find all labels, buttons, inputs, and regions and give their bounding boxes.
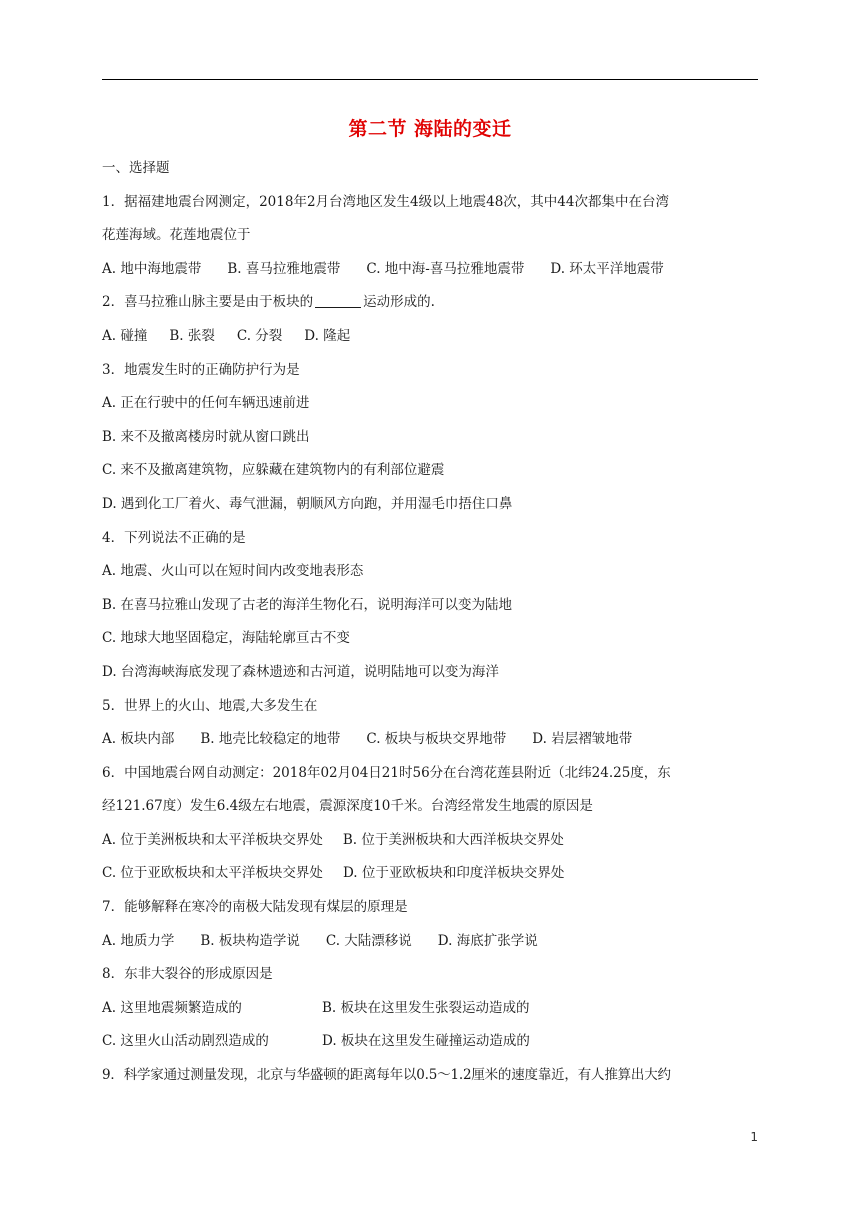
question-1-line-2: 花莲海域。花莲地震位于 bbox=[102, 227, 251, 244]
option-c: C. 地中海-喜马拉雅地震带 bbox=[366, 260, 525, 277]
option-d: D. 位于亚欧板块和印度洋板块交界处 bbox=[342, 865, 565, 882]
option-c: C. 大陆漂移说 bbox=[325, 932, 412, 949]
option-b: B. 来不及撤离楼房时就从窗口跳出 bbox=[102, 428, 310, 445]
option-b: B. 板块构造学说 bbox=[200, 932, 300, 949]
option-b: B. 张裂 bbox=[169, 327, 215, 344]
option-d: D. 台湾海峡海底发现了森林遗迹和古河道，说明陆地可以变为海洋 bbox=[102, 663, 499, 680]
option-c: C. 板块与板块交界地带 bbox=[366, 731, 507, 748]
option-a: A. 这里地震频繁造成的 bbox=[102, 999, 242, 1016]
option-d: D. 隆起 bbox=[304, 327, 351, 344]
option-c: C. 分裂 bbox=[236, 327, 283, 344]
option-d: D. 岩层褶皱地带 bbox=[532, 731, 633, 748]
option-a: A. 正在行驶中的任何车辆迅速前进 bbox=[102, 395, 310, 412]
option-b: B. 位于美洲板块和大西洋板块交界处 bbox=[342, 831, 564, 848]
question-2-stem bbox=[102, 286, 758, 320]
option-a: A. 碰撞 bbox=[102, 327, 148, 344]
question-1-options bbox=[102, 253, 758, 287]
question-6-options-row-2 bbox=[102, 857, 758, 891]
section-heading: 一、选择题 bbox=[102, 160, 170, 176]
option-d: D. 遇到化工厂着火、毒气泄漏，朝顺风方向跑，并用湿毛巾捂住口鼻 bbox=[102, 495, 513, 512]
question-5-options bbox=[102, 723, 758, 757]
question-6-line-1: 6．中国地震台网自动测定：2018年02月04日21时56分在台湾花莲县附近（北纬24.25度，东 bbox=[102, 764, 671, 781]
option-a: A. 地中海地震带 bbox=[102, 260, 202, 277]
option-c: C. 来不及撤离建筑物，应躲藏在建筑物内的有利部位避震 bbox=[102, 462, 445, 479]
option-a: A. 位于美洲板块和太平洋板块交界处 bbox=[102, 831, 323, 848]
option-d: D. 海底扩张学说 bbox=[437, 932, 538, 949]
page-number: 1 bbox=[750, 1130, 758, 1144]
question-2-before: 2．喜马拉雅山脉主要是由于板块的 bbox=[102, 294, 314, 311]
option-b: B. 地壳比较稳定的地带 bbox=[200, 731, 341, 748]
option-a: A. 板块内部 bbox=[102, 731, 175, 748]
option-a: A. 地质力学 bbox=[102, 932, 175, 949]
fill-in-blank bbox=[315, 291, 361, 308]
question-4-stem: 4．下列说法不正确的是 bbox=[102, 529, 246, 546]
option-d: D. 环太平洋地震带 bbox=[550, 260, 664, 277]
option-b: B. 板块在这里发生张裂运动造成的 bbox=[322, 999, 530, 1016]
option-b: B. 在喜马拉雅山发现了古老的海洋生物化石，说明海洋可以变为陆地 bbox=[102, 596, 513, 613]
option-c: C. 位于亚欧板块和太平洋板块交界处 bbox=[102, 865, 323, 882]
question-8-stem: 8．东非大裂谷的形成原因是 bbox=[102, 966, 273, 983]
question-6-line-2: 经121.67度）发生6.4级左右地震，震源深度10千米。台湾经常发生地震的原因是 bbox=[102, 798, 593, 815]
option-a: A. 地震、火山可以在短时间内改变地表形态 bbox=[102, 563, 364, 580]
header-rule bbox=[102, 79, 758, 80]
question-9-line-1: 9．科学家通过测量发现，北京与华盛顿的距离每年以0.5～1.2厘米的速度靠近，有人推算出大约 bbox=[102, 1067, 671, 1084]
question-2-after: 运动形成的. bbox=[363, 294, 435, 311]
question-5-stem: 5．世界上的火山、地震,大多发生在 bbox=[102, 697, 318, 714]
option-b: B. 喜马拉雅地震带 bbox=[227, 260, 341, 277]
option-c: C. 地球大地坚固稳定，海陆轮廓亘古不变 bbox=[102, 630, 350, 647]
question-1-line-1: 1．据福建地震台网测定，2018年2月台湾地区发生4级以上地震48次，其中44次都集中在台湾 bbox=[102, 193, 669, 210]
question-8-options-row-1 bbox=[102, 992, 758, 1026]
question-8-options-row-2 bbox=[102, 1025, 758, 1059]
question-3-stem: 3．地震发生时的正确防护行为是 bbox=[102, 361, 300, 378]
option-c: C. 这里火山活动剧烈造成的 bbox=[102, 1033, 269, 1050]
question-6-options-row-1 bbox=[102, 824, 758, 858]
page-title: 第二节 海陆的变迁 bbox=[348, 118, 512, 140]
question-7-stem: 7．能够解释在寒冷的南极大陆发现有煤层的原理是 bbox=[102, 899, 408, 916]
document-body bbox=[102, 152, 758, 1093]
option-d: D. 板块在这里发生碰撞运动造成的 bbox=[322, 1033, 530, 1050]
question-2-options bbox=[102, 320, 758, 354]
question-7-options bbox=[102, 925, 758, 959]
